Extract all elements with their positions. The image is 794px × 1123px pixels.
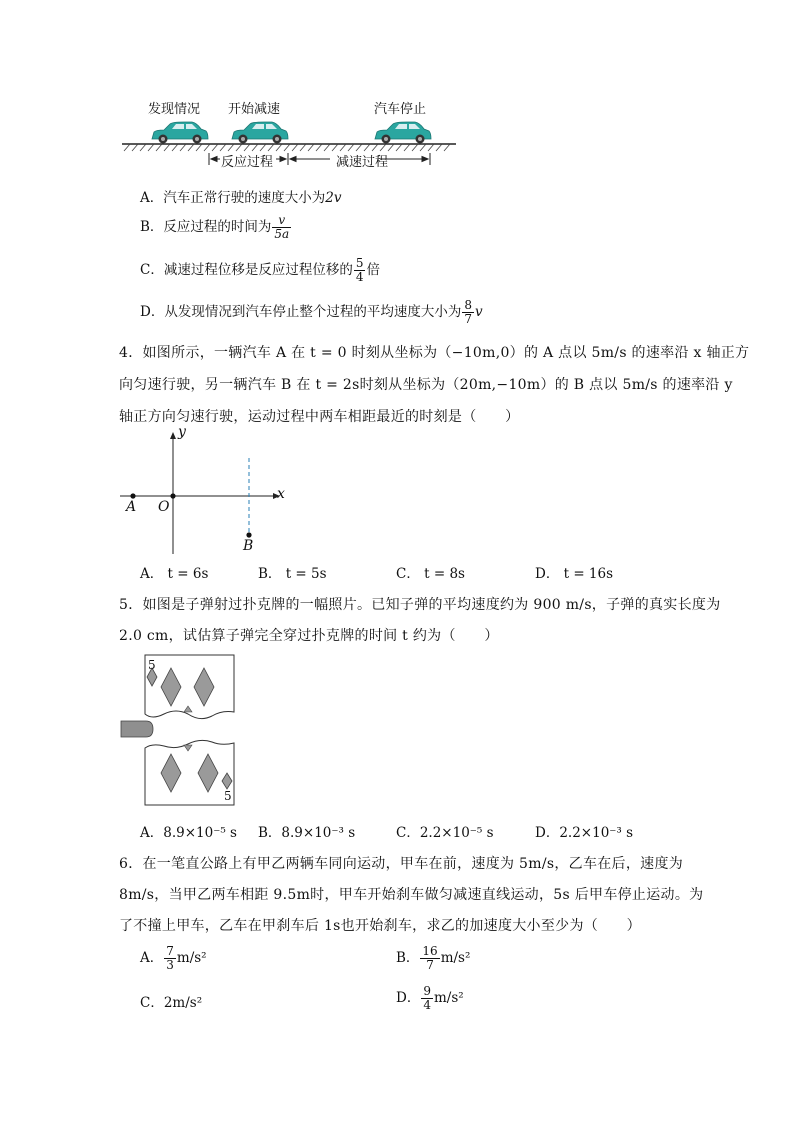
playing-card-photo [118,650,240,810]
q4-line-2: 向匀速行驶，另一辆汽车 B 在 t = 2s时刻从坐标为（20m,−10m）的 B 点以 5m/s 的速率沿 y [119,377,733,393]
q5-option-a[interactable]: A．8.9×10⁻⁵ s [140,825,237,841]
card-number-top: 5 [148,658,156,672]
origin-label: O [158,499,170,515]
label-start-decel: 开始减速 [228,102,281,117]
label-discover: 发现情况 [148,102,201,117]
q4-option-b[interactable]: B． t = 5s [258,566,327,582]
q6-option-c[interactable]: C．2m/s² [140,995,203,1011]
q6-line-3: 了不撞上甲车，乙车在甲刹车后 1s也开始刹车，求乙的加速度大小至少为（ ） [119,918,641,934]
car-icon-3 [375,122,431,144]
q6-line-2: 8m/s，当甲乙两车相距 9.5m时，甲车开始刹车做匀减速直线运动，5s 后甲车停止运动。为 [119,887,704,903]
q4-line-3: 轴正方向匀速行驶，运动过程中两车相距最近的时刻是（ ） [119,409,520,425]
q4-option-c[interactable]: C． t = 8s [396,566,465,582]
card-number-bottom: 5 [224,789,232,803]
q3-option-a[interactable]: A．汽车正常行驶的速度大小为2v [140,190,342,206]
q3-option-d[interactable]: D．从发现情况到汽车停止整个过程的平均速度大小为 $\frac{8}{7}$ v [140,298,483,326]
coordinate-diagram [118,422,298,557]
point-b-label: B [243,538,254,554]
q4-line-1: 4．如图所示，一辆汽车 A 在 t = 0 时刻从坐标为（−10m,0）的 A 点以 5m/s 的速率沿 x 轴正方 [119,345,750,361]
q4-option-a[interactable]: A． t = 6s [140,566,209,582]
car-icon-1 [152,122,208,144]
q5-line-1: 5．如图是子弹射过扑克牌的一幅照片。已知子弹的平均速度约为 900 m/s，子弹的真实长度为 [119,597,721,613]
q6-line-1: 6．在一笔直公路上有甲乙两辆车同向运动，甲车在前，速度为 5m/s，乙车在后，速度为 [119,856,684,872]
car-icon-2 [232,122,288,144]
q6-option-b[interactable]: B． $\frac{16}{7}$ m/s² [396,944,471,972]
axis-x-label: x [277,486,285,502]
label-car-stop: 汽车停止 [374,102,427,117]
q6-option-d[interactable]: D． $\frac{9}{4}$ m/s² [396,984,464,1012]
point-a-label: A [126,499,137,515]
q5-option-d[interactable]: D．2.2×10⁻³ s [535,825,634,841]
q5-line-2: 2.0 cm，试估算子弹完全穿过扑克牌的时间 t 约为（ ） [119,628,499,644]
q4-option-d[interactable]: D． t = 16s [535,566,614,582]
q5-option-c[interactable]: C．2.2×10⁻⁵ s [396,825,494,841]
label-decel: 减速过程 [336,155,389,170]
q3-option-c[interactable]: C．减速过程位移是反应过程位移的 $\frac{5}{4}$ 倍 [140,256,380,284]
q6-option-a[interactable]: A． $\frac{7}{3}$ m/s² [140,944,207,972]
q3-option-b[interactable]: B．反应过程的时间为 $\frac{v}{5a}$ [140,213,290,241]
axis-y-label: y [178,424,186,440]
label-reaction: 反应过程 [221,155,274,170]
q5-option-b[interactable]: B．8.9×10⁻³ s [258,825,356,841]
